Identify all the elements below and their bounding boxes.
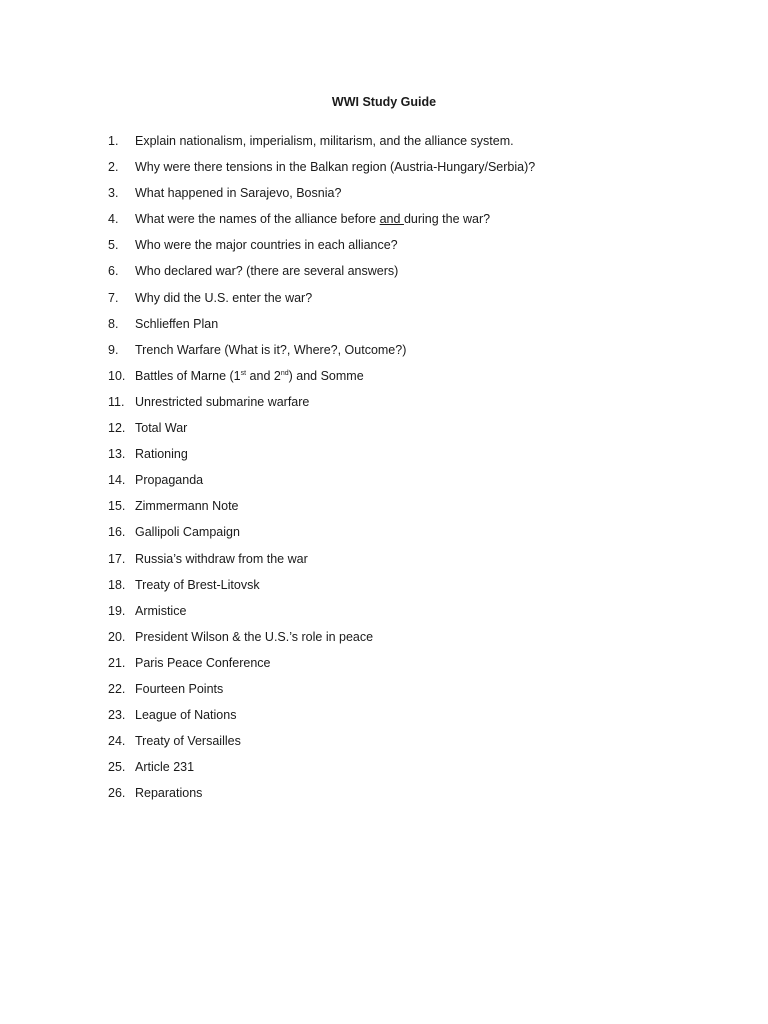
item-number: 1. xyxy=(108,134,119,148)
item-number: 26. xyxy=(108,786,126,801)
list-item xyxy=(108,132,535,158)
list-item xyxy=(108,315,535,341)
item-number: 5. xyxy=(108,238,119,253)
item-number: 6. xyxy=(108,264,119,279)
list-item xyxy=(108,628,535,654)
item-text: President Wilson & the U.S.’s role in peace xyxy=(135,629,374,644)
list-item xyxy=(108,419,535,445)
list-item xyxy=(108,236,535,262)
item-text: Russia’s withdraw from the war xyxy=(135,551,308,566)
list-item xyxy=(108,654,535,680)
item-number: 11. xyxy=(108,394,125,409)
list-item xyxy=(108,210,535,236)
list-item xyxy=(108,523,535,549)
list-item xyxy=(108,158,535,184)
list-item xyxy=(108,289,535,315)
item-text: Who were the major countries in each alliance? xyxy=(135,238,398,253)
item-number: 24. xyxy=(108,734,126,749)
list-item xyxy=(108,393,535,419)
item-number: 21. xyxy=(108,655,126,670)
item-number: 25. xyxy=(108,760,126,775)
list-item xyxy=(108,784,535,810)
item-text: Gallipoli Campaign xyxy=(135,525,240,540)
list-item xyxy=(108,184,535,210)
item-number: 8. xyxy=(108,316,119,331)
item-number: 3. xyxy=(108,186,119,201)
item-number: 19. xyxy=(108,603,126,618)
item-number: 17. xyxy=(108,551,126,566)
item-text: Paris Peace Conference xyxy=(135,655,271,670)
item-text: Total War xyxy=(135,421,188,436)
item-number: 15. xyxy=(108,499,126,514)
item-number: 14. xyxy=(108,473,126,488)
list-item xyxy=(108,576,535,602)
item-text: Treaty of Versailles xyxy=(135,734,241,749)
item-text: Fourteen Points xyxy=(135,681,224,696)
item-text: Zimmermann Note xyxy=(135,499,239,514)
superscript-second: nd xyxy=(280,369,289,377)
item-text: Schlieffen Plan xyxy=(135,316,219,331)
item-number: 13. xyxy=(108,447,126,462)
item-text: Armistice xyxy=(135,603,187,618)
list-item xyxy=(108,758,535,784)
item-text: Propaganda xyxy=(135,473,204,488)
item-number: 18. xyxy=(108,577,126,592)
document-title: WWI Study Guide xyxy=(331,95,437,109)
list-item xyxy=(108,367,535,393)
list-item xyxy=(108,471,535,497)
item-number: 16. xyxy=(108,525,126,540)
item-number: 4. xyxy=(108,212,119,227)
list-item xyxy=(108,680,535,706)
superscript-first: st xyxy=(240,369,247,377)
item-text: Article 231 xyxy=(135,760,195,775)
study-question-list xyxy=(108,132,535,810)
list-item xyxy=(108,497,535,523)
list-item xyxy=(108,732,535,758)
item-text-before: What were the names of the alliance before xyxy=(135,212,380,227)
item-text: Unrestricted submarine warfare xyxy=(135,394,310,409)
item-text: Treaty of Brest-Litovsk xyxy=(135,577,260,592)
item-text-b: and 2 xyxy=(246,368,281,383)
item-text: Why were there tensions in the Balkan region (Austria-Hungary/Serbia)? xyxy=(135,160,536,175)
item-number: 10. xyxy=(108,368,126,383)
item-text: League of Nations xyxy=(135,708,237,723)
item-number: 7. xyxy=(108,290,119,305)
item-text: Reparations xyxy=(135,786,203,801)
list-item xyxy=(108,706,535,732)
list-item xyxy=(108,445,535,471)
item-text: Rationing xyxy=(135,447,188,462)
item-number: 23. xyxy=(108,708,126,723)
item-number: 2. xyxy=(108,160,119,175)
item-text: Explain nationalism, imperialism, militarism, and the alliance system. xyxy=(135,134,514,148)
item-number: 22. xyxy=(108,681,126,696)
list-item xyxy=(108,602,535,628)
item-text: Why did the U.S. enter the war? xyxy=(135,290,313,305)
item-text: What happened in Sarajevo, Bosnia? xyxy=(135,186,342,201)
item-text-after: during the war? xyxy=(403,212,491,227)
list-item xyxy=(108,550,535,576)
item-text: Trench Warfare (What is it?, Where?, Outcome?) xyxy=(135,342,407,357)
item-text: Who declared war? (there are several answers) xyxy=(135,264,399,279)
item-text-a: Battles of Marne (1 xyxy=(135,368,241,383)
item-number: 9. xyxy=(108,342,119,357)
item-text-underlined: and xyxy=(379,212,404,227)
item-text-c: ) and Somme xyxy=(288,368,364,383)
item-number: 12. xyxy=(108,421,126,436)
list-item xyxy=(108,262,535,288)
item-number: 20. xyxy=(108,629,126,644)
list-item xyxy=(108,341,535,367)
